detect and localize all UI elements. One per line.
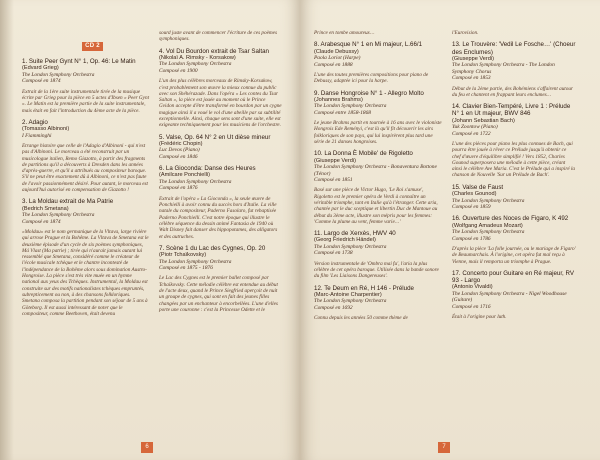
track-description: L'une des toutes premières compositions pour piano de Debussy, adaptée ici pour la harpe. [314, 71, 429, 85]
track-performer: The London Symphony Orchestra - The London Symphony Chorus [452, 62, 555, 75]
track-date: Composé en 1859 [452, 203, 491, 210]
left-col-2-tracks [159, 48, 282, 314]
track-description: L'un des plus célèbres morceaux de Rimsky-Korsakow, c'est probablement son œuvre la mieux connue du public avec son Shéhérazade. Dans l'opéra « Les contes du Tsar Saltan », la pièce est jouée au moment où le Prince Gvidon accepte d'être transformé en bourdon par un cygne magique ainsi il a voué le vol d'une abeille par sa subtilité exceptionnelle. Ainsi, chaque sens sont d'une suite, elle est exigeante techniquement pour les musiciens de l'orchestre. [159, 78, 282, 129]
track-title: 17. Concerto pour Guitare en Ré majeur, RV 93 - Largo [452, 269, 574, 285]
track-title: 1. Suite Peer Gynt N° 1, Op. 46: Le Matin [22, 58, 136, 65]
track-title: 3. La Moldau extrait de Ma Patrie [22, 198, 114, 206]
track-date: Composé en 1786 [452, 235, 491, 242]
track-date: Composé en 1900 [159, 67, 198, 74]
track-title: 10. La Donna È Mobile' de Rigoletto [314, 150, 413, 158]
page-number: 6 [141, 442, 153, 453]
right-col-2 [448, 30, 582, 434]
track-title: 4. Vol Du Bourdon extrait de Tsar Saltan [159, 47, 269, 55]
track-date: Composé en 1876 [159, 185, 198, 192]
track-title: 2. Adagio [22, 118, 48, 126]
track-composer: (Marc-Antoine Charpentier) [314, 291, 382, 298]
page-number: 7 [438, 442, 450, 453]
left-col-2 [155, 30, 288, 434]
track-description: Le jeune Brahms partit en tournée à 16 ans avec le violoniste Hongrois Ede Reményi, c'est là qu'il fit découvrir les airs folkloriques de son pays, qui lui inspirèrent plus tard une série de 21 danses hongroises. [314, 120, 442, 145]
continuation-text: sourd juste avant de commencer l'écriture de ces poèmes symphoniques. [159, 30, 277, 43]
track-composer: (Wolfgang Amadeus Mozart) [452, 222, 523, 229]
track-composer: (Georg Friedrich Händel) [314, 237, 376, 244]
continuation-text: Prince en tombe amoureux… [314, 30, 375, 36]
track-title: 7. Scène 1 du Lac des Cygnes, Op. 20 [159, 244, 266, 252]
track-composer: (Charles Gounod) [452, 190, 497, 197]
track-performer: The London Symphony Orchestra [159, 61, 232, 68]
track-description: Version instrumentale de 'Ombra mai fu', l'aria la plus célèbre de cet opéra baroque. Utilisée dans la bande sonore du film 'Les Liaisons Dangereuses'. [314, 260, 439, 280]
track-date: Composé en 1875 - 1876 [159, 265, 213, 272]
track-title: 11. Largo de Xerxès, HWV 40 [314, 230, 396, 238]
track-description: Le Lac des Cygnes est le premier ballet composé par Tchaïkovsky. Cette mélodie célèbre est entendue au début de l'acte deux, quand le Prince Siegfried aperçoit de nuit un groupe de cygnes, qui sont en fait des jeunes filles changées par un enchanteur à encorbellées. L'une d'elles porte une couronne : c'est la Princesse Odette et le [159, 275, 278, 313]
track-performer: Luc Devos (Piano) [159, 147, 200, 154]
continuation-text: l'Eurovision. [452, 30, 479, 36]
track-entry [314, 41, 442, 84]
track-date: Composé en 1874 [22, 218, 61, 225]
track-title: 13. Le Trouvère: 'Vedil Le Fosche…' (Choeur des Enclumes) [452, 41, 576, 56]
track-entry [159, 245, 282, 313]
track-performer: The London Symphony Orchestra - Nigel Woodhouse (Guitare) [452, 290, 567, 304]
track-performer: The London Symphony Orchestra [22, 212, 95, 219]
track-performer: The London Symphony Orchestra [314, 103, 387, 110]
right-page [300, 0, 600, 460]
track-composer: (Claude Debussy) [314, 48, 359, 55]
track-date: Composé en 1874 [22, 78, 61, 85]
track-description: Basé sur une pièce de Victor Hugo, 'Le Roi s'amuse', Rigoletto est le premier opéra de Verdi à connaître un véritable triomphe, tant en Italie qu'à l'étranger. Cette aria, chantée par le duc sceptique et libertin Duc de Mantoue au début du 3ème acte, illustre son mépris pour les femmes: 'Comme la plume au vent, femme varie…' [314, 187, 438, 225]
track-date: Composé entre 1858-1868 [314, 109, 371, 116]
track-performer: The London Symphony Orchestra [314, 298, 387, 305]
track-composer: (Frédéric Chopin) [159, 140, 203, 147]
track-description: Connu depuis les années 50 comme thème de [314, 315, 408, 322]
track-composer: (Nikolaï A. Rimsky - Korsakow) [159, 54, 236, 61]
track-composer: (Johann Sebastian Bach) [452, 117, 515, 124]
track-performer: I Fiamminghi [22, 132, 52, 139]
track-composer: (Johannes Brahms) [314, 96, 363, 103]
track-composer: (Giuseppe Verdi) [452, 55, 494, 62]
track-performer: Yuk Zoontow (Piano) [452, 124, 498, 131]
track-title: 6. La Gioconda: Danse des Heures [159, 165, 256, 173]
track-composer: (Tomasso Albinoni) [22, 126, 70, 132]
track-entry [22, 58, 149, 114]
track-performer: The London Symphony Orchestra [22, 71, 95, 78]
track-description: Début de la 2ème partie, des Bohémiens s'affairent autour du feu et chantent en frappant leurs enclumes… [452, 85, 573, 98]
track-entry [314, 150, 442, 225]
track-description: L'une des pièces pour piano les plus connues de Bach, qui pourra être jouée à rêver ce Prélude jusqu'à obtenir ce chef d'œuvre d'équilibre simplifié ! Vers 1852, Charles Gounod superposera une mélodie à cette pièce, créant ainsi le célèbre Ave Maria. C'est le Prélude qui a inspiré la chanson de Nouvelle 'Sur un Prélude de Bach'. [452, 140, 575, 179]
right-col-2-tracks [452, 41, 576, 320]
track-composer: (Bedrich Smetana) [22, 205, 69, 212]
track-performer: The London Symphony Orchestra [159, 258, 232, 265]
track-date: Composé en 1888 [314, 61, 353, 68]
track-performer: The London Symphony Orchestra [452, 197, 525, 204]
track-entry [159, 48, 282, 129]
track-title: 14. Clavier Bien-Tempéré, Livre 1 : Prélude N° 1 en Ut majeur, BWV 846 [452, 103, 571, 118]
track-entry [159, 134, 282, 161]
track-description: Etrange histoire que celle de l'Adagio d'Albinoni - qui n'est pas d'Albinoni. Le morceau a été reconstruit par un musicologue italien, Remo Giazotto, à partir des fragments de partitions qu'il a découverts à Dresden dans les années d'après-guerre, et qu'il a attribués au compositeur baroque. S'il ne peut être exactement dû à Albinoni, ce n'est pas faute de l'avoir passionnément désiré. Pour autant, le morceau est aujourd'hui autorisé en compensation de Giazotto ! [22, 143, 148, 194]
track-title: 8. Arabesque N° 1 en Mi majeur, L.66/1 [314, 41, 423, 49]
track-date: Composé en 1716 [452, 303, 491, 310]
track-date: Composé en 1846 [159, 153, 198, 160]
track-title: 12. Te Deum en Ré, H 146 - Prélude [314, 284, 414, 292]
track-entry [22, 198, 149, 317]
track-entry [452, 41, 576, 98]
track-title: 9. Danse Hongroise N° 1 - Allegro Molto [314, 89, 424, 97]
track-composer: (Giuseppe Verdi) [314, 157, 356, 164]
track-entry [452, 103, 576, 179]
track-description: D'après la pièce 'La folle journée, ou le mariage de Figaro' de Beaumarchais. À l'origine, cet opéra fut mal reçu à Vienne, mais il remporta un triomphe à Prague. [452, 245, 576, 265]
track-entry [452, 184, 576, 211]
track-performer: The London Symphony Orchestra [452, 229, 525, 236]
cd-badge: CD 2 [82, 42, 103, 51]
track-date: Composé en 1851 [314, 176, 353, 183]
track-performer: The London Symphony Orchestra [314, 243, 387, 250]
track-description: Était à l'origine pour luth. [452, 314, 507, 321]
track-title: 15. Valse de Faust [452, 183, 504, 191]
right-columns [314, 30, 582, 434]
track-entry [314, 230, 442, 280]
track-entry [314, 90, 442, 146]
right-col-1-tracks [314, 41, 442, 321]
left-col-1 [22, 30, 155, 434]
track-description: Extrait de la 1ère suite instrumentale tirée de la musique écrite par Grieg pour la pièce en 5 actes d'Ibsen « Peer Gynt ». Le Matin est la première partie de la suite instrumentale, mais était en fait l'introduction du 4ème acte de la pièce. [22, 88, 150, 114]
track-composer: (Antonio Vivaldi) [452, 284, 493, 291]
track-date: Composé en 1853 [452, 75, 491, 82]
track-composer: (Amilcare Ponchielli) [159, 172, 210, 179]
track-composer: (Piotr Tchaïkovsky) [159, 252, 207, 259]
track-date: Composé en 1722 [452, 130, 491, 137]
track-composer: (Edvard Grieg) [22, 65, 59, 72]
track-title: 5. Valse, Op. 64 N° 2 en Ut dièse mineur [159, 133, 271, 141]
track-entry [22, 119, 149, 194]
right-col-1 [314, 30, 448, 434]
track-date: Composé en 1738 [314, 250, 353, 257]
track-title: 16. Ouverture des Noces de Figaro, K 492 [452, 215, 569, 223]
track-description: «Moldau» est le nom germanique de la Vltava, large rivière qui arrose Prague et la Bohême. La Vltava de Smetana est le deuxième épisode d'un cycle de six poèmes symphoniques, Má Vlast (Ma patrie) ; tirée qui n'aurait jamais autant lui ressemblé que Smetana, considéré comme le créateur de l'école musicale tchèque et le chantre incontesté de l'indépendance de la Bohême alors sous domination Austro-Hongroise. La pièce s'est très vite muée en un hymne national aux yeux des Tchèques. Instrumental, la Moldau est construite sur des motifs nationalistes tchèques empruntés, subrepticement ou non, à des chansons folkloriques. Smetana composa la partition pendant son séjour de 5 ans à Göteborg. Il est aussi intéressant de noter que le compositeur, comme Beethoven, était devenu [22, 228, 149, 317]
track-performer: The London Symphony Orchestra [159, 178, 232, 185]
left-columns [22, 30, 288, 434]
track-date: Composé en 1692 [314, 304, 353, 311]
track-performer: The London Symphony Orchestra - Bonaventura Bottone (Ténor) [314, 164, 437, 177]
track-entry [452, 215, 576, 265]
track-performer: Paola Loriot (Harpe) [314, 55, 361, 62]
track-entry [452, 270, 576, 321]
track-description: Extrait de l'opéra « La Gioconda », la seule œuvre de Ponchielli à avoir connu du succès hors d'Italie. La ville natale du compositeur, Paderno Fasolaro, fut rebaptisée Paderno Ponchielli. C'est notre époque qui illustre le célèbre séquence du dessin animé Fantasia de 1940 où Walt Disney fait danser des hippopotames, des alligators et des autruches. [159, 195, 278, 240]
track-entry [314, 285, 442, 322]
track-entry [159, 165, 282, 240]
